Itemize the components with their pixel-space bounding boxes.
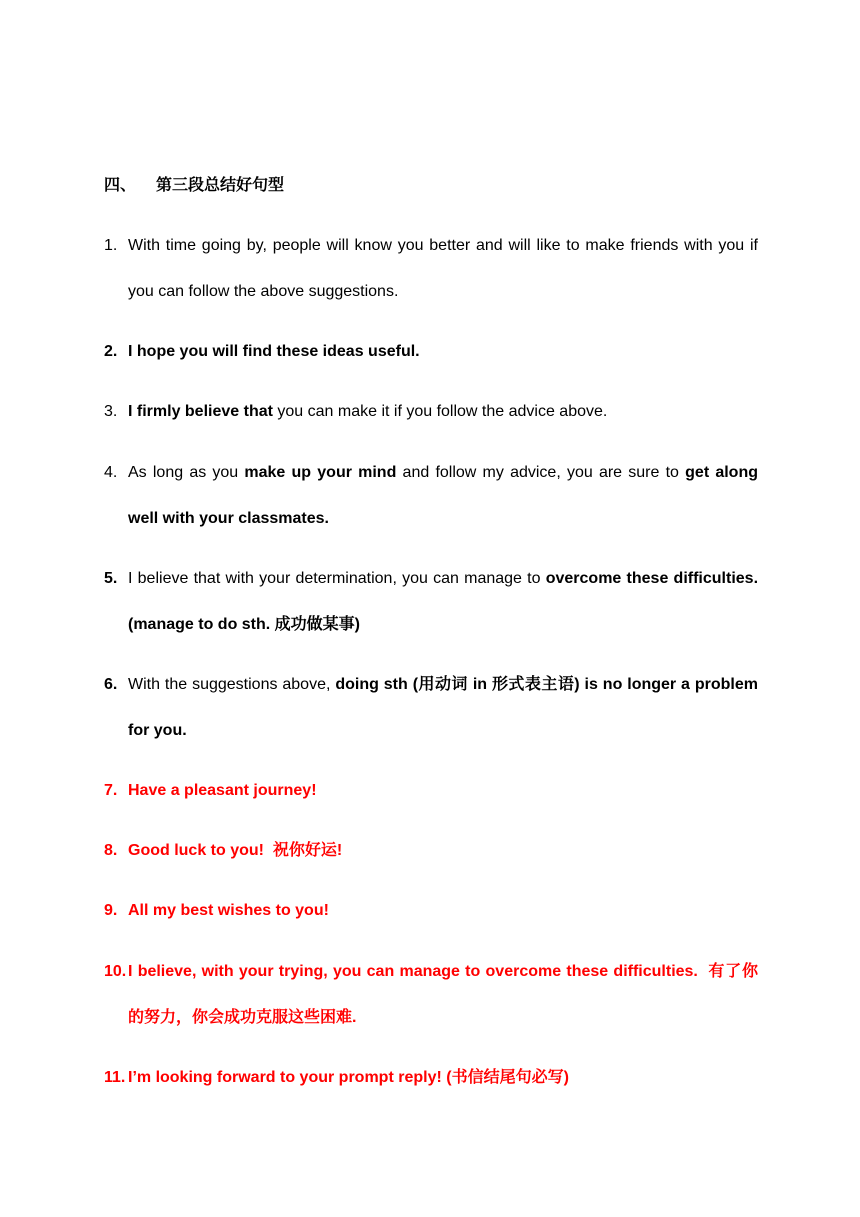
item-text: With the suggestions above, doing sth (用动词 in 形式表主语) is no longer a problem for you. [128,676,758,739]
list-item [104,1055,758,1101]
list-item [104,768,758,814]
list-item [104,450,758,542]
item-number: 4. [104,464,118,481]
list-item [104,223,758,315]
list-item [104,556,776,648]
item-text: I believe that with your determination, you can manage to overcome these difficulties. (manage to do sth. 成功做某事) [128,570,776,633]
list-item [104,329,758,375]
list-item [104,662,758,754]
item-number: 10. [104,963,127,980]
section-heading [104,174,284,198]
item-number: 1. [104,237,118,254]
item-number: 5. [104,570,118,587]
item-text: I’m looking forward to your prompt reply! (书信结尾句必写) [128,1069,569,1086]
item-number: 3. [104,403,118,420]
item-number: 8. [104,842,118,859]
list-item [104,949,758,1041]
item-text: I firmly believe that you can make it if you follow the advice above. [128,403,608,420]
item-text: I hope you will find these ideas useful. [128,343,420,360]
item-text: I believe, with your trying, you can manage to overcome these difficulties. 有了你的努力，你会成功克服这些困难. [128,963,758,1026]
item-text: With time going by, people will know you better and will like to make friends with you if you can follow the above suggestions. [128,237,758,300]
list-item [104,828,758,874]
item-number: 9. [104,902,118,919]
list-item [104,389,758,435]
section-number: 四、 [104,177,137,194]
item-text: Good luck to you! 祝你好运! [128,842,343,859]
item-number: 7. [104,782,118,799]
section-title: 第三段总结好句型 [156,177,285,194]
item-text: Have a pleasant journey! [128,782,317,799]
item-text: All my best wishes to you! [128,902,329,919]
list-item [104,888,758,934]
item-number: 11. [104,1069,126,1086]
item-number: 6. [104,676,118,693]
item-number: 2. [104,343,118,360]
item-text: As long as you make up your mind and follow my advice, you are sure to get along well with your classmates. [128,464,758,527]
